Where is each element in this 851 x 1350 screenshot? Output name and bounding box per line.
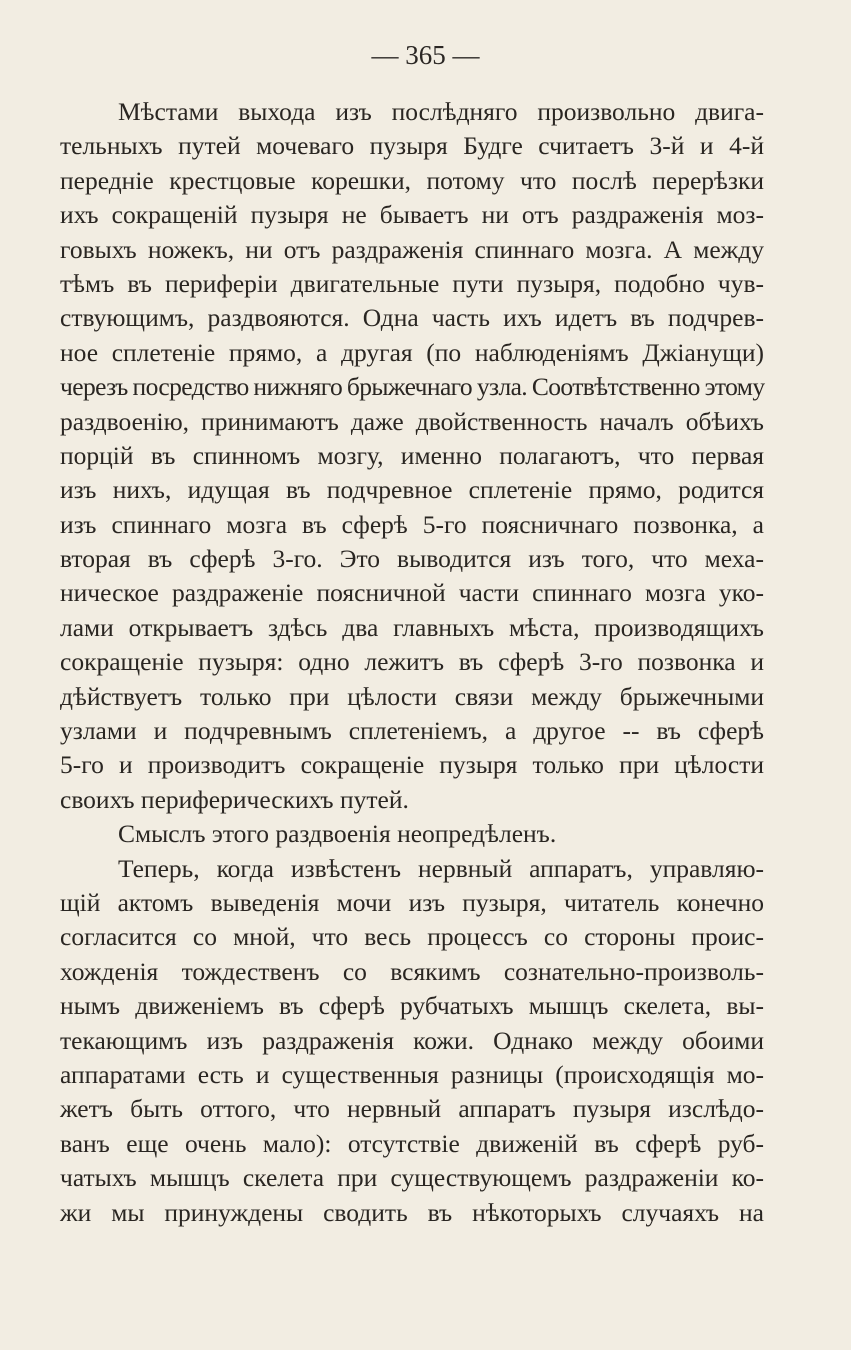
text-line: своихъ периферическихъ путей. (60, 784, 409, 814)
text-line: ванъ еще очень мало): отсутствіе движеній въ сферѣ руб- (60, 1128, 764, 1158)
text-line: дѣйствуетъ только при цѣлости связи между брыжечными (60, 681, 764, 711)
text-line: изъ спиннаго мозга въ сферѣ 5-го поясничнаго позвонка, а (60, 509, 764, 539)
text-line: черезъ посредство нижняго брыжечнаго узла. Соотвѣтственно этому (60, 372, 765, 402)
text-line: изъ нихъ, идущая въ подчревное сплетеніе прямо, родится (60, 475, 764, 505)
text-line: Смыслъ этого раздвоенія неопредѣленъ. (118, 819, 557, 849)
text-line: жи мы принуждены сводить въ нѣкоторыхъ случаяхъ на (60, 1197, 764, 1227)
text-line: передніе крестцовые корешки, потому что послѣ перерѣзки (60, 165, 764, 195)
page-number: — 365 — (371, 40, 480, 70)
text-line: ствующимъ, раздвояются. Одна часть ихъ идетъ въ подчрев- (60, 303, 764, 333)
text-line: говыхъ ножекъ, ни отъ раздраженія спиннаго мозга. А между (60, 234, 764, 264)
text-line: ихъ сокращеній пузыря не бываетъ ни отъ раздраженія моз- (60, 200, 764, 230)
text-line: тельныхъ путей мочеваго пузыря Будге считаетъ 3-й и 4-й (60, 131, 764, 161)
text-line: раздвоенію, принимаютъ даже двойственность началъ обѣихъ (60, 406, 764, 436)
text-line: ническое раздраженіе поясничной части спиннаго мозга уко- (60, 578, 764, 608)
text-line: 5-го и производитъ сокращеніе пузыря только при цѣлости (60, 750, 764, 780)
text-line: ное сплетеніе прямо, а другая (по наблюденіямъ Джіанущи) (60, 337, 764, 367)
text-line: Теперь, когда извѣстенъ нервный аппаратъ, управляю- (118, 853, 764, 883)
text-line: Мѣстами выхода изъ послѣдняго произвольно двига- (118, 97, 764, 126)
text-line: сокращеніе пузыря: одно лежитъ въ сферѣ 3-го позвонка и (60, 647, 764, 677)
text-line: согласится со мной, что весь процессъ со стороны проис- (60, 922, 764, 952)
text-line: жетъ быть оттого, что нервный аппаратъ пузыря изслѣдо- (60, 1094, 764, 1124)
text-line: текающимъ изъ раздраженія кожи. Однако между обоими (60, 1025, 764, 1055)
text-line: лами открываетъ здѣсь два главныхъ мѣста, производящихъ (60, 612, 764, 642)
text-line: порцій въ спинномъ мозгу, именно полагаютъ, что первая (60, 440, 764, 470)
body-text (60, 95, 764, 1230)
text-line: чатыхъ мышцъ скелета при существующемъ раздраженіи ко- (60, 1163, 764, 1193)
text-line: узлами и подчревнымъ сплетеніемъ, а другое -- въ сферѣ (60, 716, 764, 746)
text-line: нымъ движеніемъ въ сферѣ рубчатыхъ мышцъ скелета, вы- (60, 991, 764, 1021)
text-line: щій актомъ выведенія мочи изъ пузыря, читатель конечно (60, 887, 764, 917)
text-line: вторая въ сферѣ 3-го. Это выводится изъ того, что меха- (60, 544, 764, 574)
text-line: тѣмъ въ периферіи двигательные пути пузыря, подобно чув- (60, 268, 764, 298)
text-line: аппаратами есть и существенныя разницы (происходящія мо- (60, 1059, 764, 1089)
text-line: хожденія тождественъ со всякимъ сознательно-произволь- (60, 956, 764, 986)
